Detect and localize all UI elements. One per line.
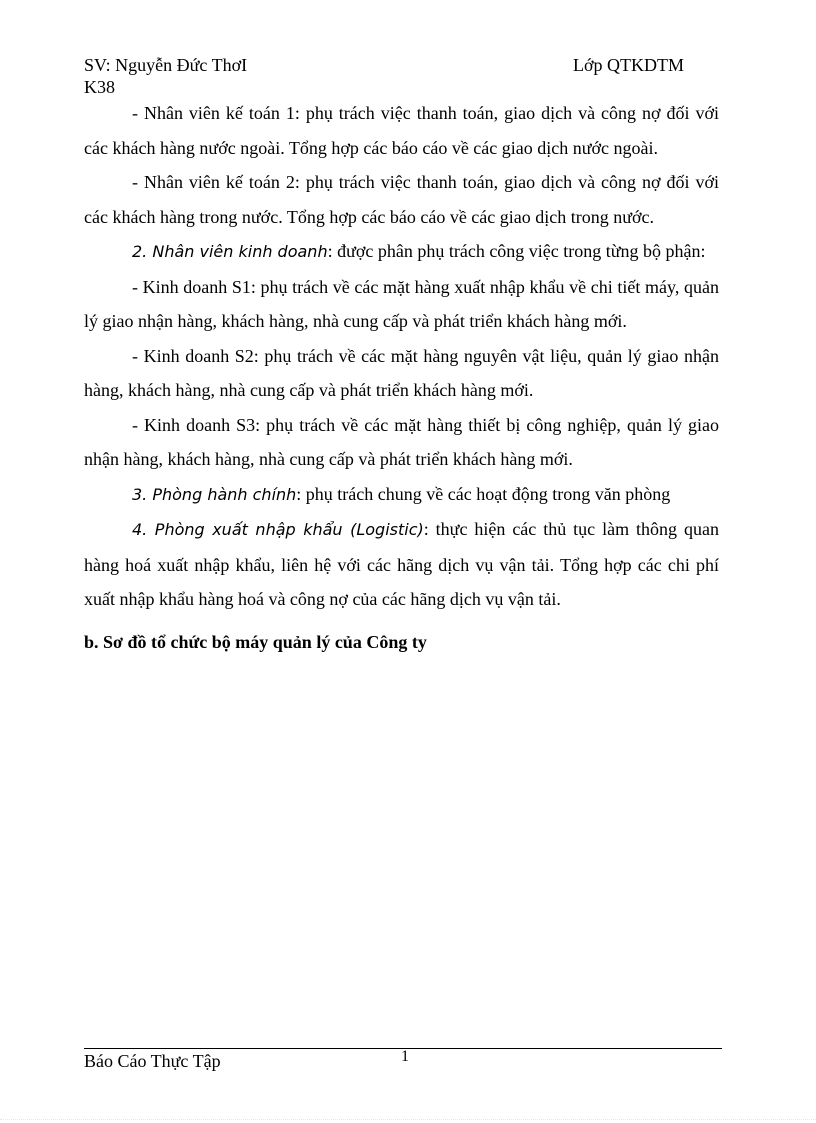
section-title: b. Sơ đồ tổ chức bộ máy quản lý của Công ty: [84, 632, 427, 652]
paragraph: 2. Nhân viên kinh doanh: được phân phụ trách công việc trong từng bộ phận:: [132, 241, 706, 261]
footer-title: Báo Cáo Thực Tập: [84, 1051, 221, 1071]
paragraph: - Kinh doanh S3: phụ trách về các mặt hàng thiết bị công nghiệp, quản lý giao nhận hàng, khách hàng, nhà cung cấp và phát triển khách hàng mới.: [84, 414, 719, 469]
class-code: K38: [84, 77, 115, 97]
paragraph-heading: 3. Phòng hành chính: [132, 484, 297, 504]
page-header-left: [84, 54, 247, 98]
paragraph: - Kinh doanh S2: phụ trách về các mặt hàng nguyên vật liệu, quản lý giao nhận hàng, khách hàng, nhà cung cấp và phát triển khách hàng mới.: [84, 345, 719, 400]
paragraph: 4. Phòng xuất nhập khẩu (Logistic): thực hiện các thủ tục làm thông quan hàng hoá xuất nhập khẩu, liên hệ với các hãng dịch vụ vận tải. Tổng hợp các chi phí xuất nhập khẩu hàng hoá và công nợ của các hãng dịch vụ vận tải.: [84, 519, 719, 609]
document-body: [84, 96, 719, 617]
paragraph: - Kinh doanh S1: phụ trách về các mặt hàng xuất nhập khẩu về chi tiết máy, quản lý giao nhận hàng, khách hàng, nhà cung cấp và phát triển khách hàng mới.: [84, 276, 719, 331]
page-bottom-border: [0, 1119, 816, 1120]
paragraph-heading: 4. Phòng xuất nhập khẩu (Logistic): [132, 520, 424, 539]
paragraph: - Nhân viên kế toán 2: phụ trách việc thanh toán, giao dịch và công nợ đối với các khách hàng trong nước. Tổng hợp các báo cáo về các giao dịch trong nước.: [84, 172, 719, 227]
student-name: SV: Nguyễn Đức ThơI: [84, 55, 248, 75]
paragraph: 3. Phòng hành chính: phụ trách chung về các hoạt động trong văn phòng: [132, 483, 671, 504]
paragraph: - Nhân viên kế toán 1: phụ trách việc thanh toán, giao dịch và công nợ đối với các khách hàng nước ngoài. Tổng hợp các báo cáo về các giao dịch nước ngoài.: [84, 103, 719, 158]
page-header-right: Lớp QTKDTM: [573, 55, 685, 75]
paragraph-heading: 2. Nhân viên kinh doanh: [132, 242, 328, 261]
page-number: 1: [401, 1048, 409, 1065]
